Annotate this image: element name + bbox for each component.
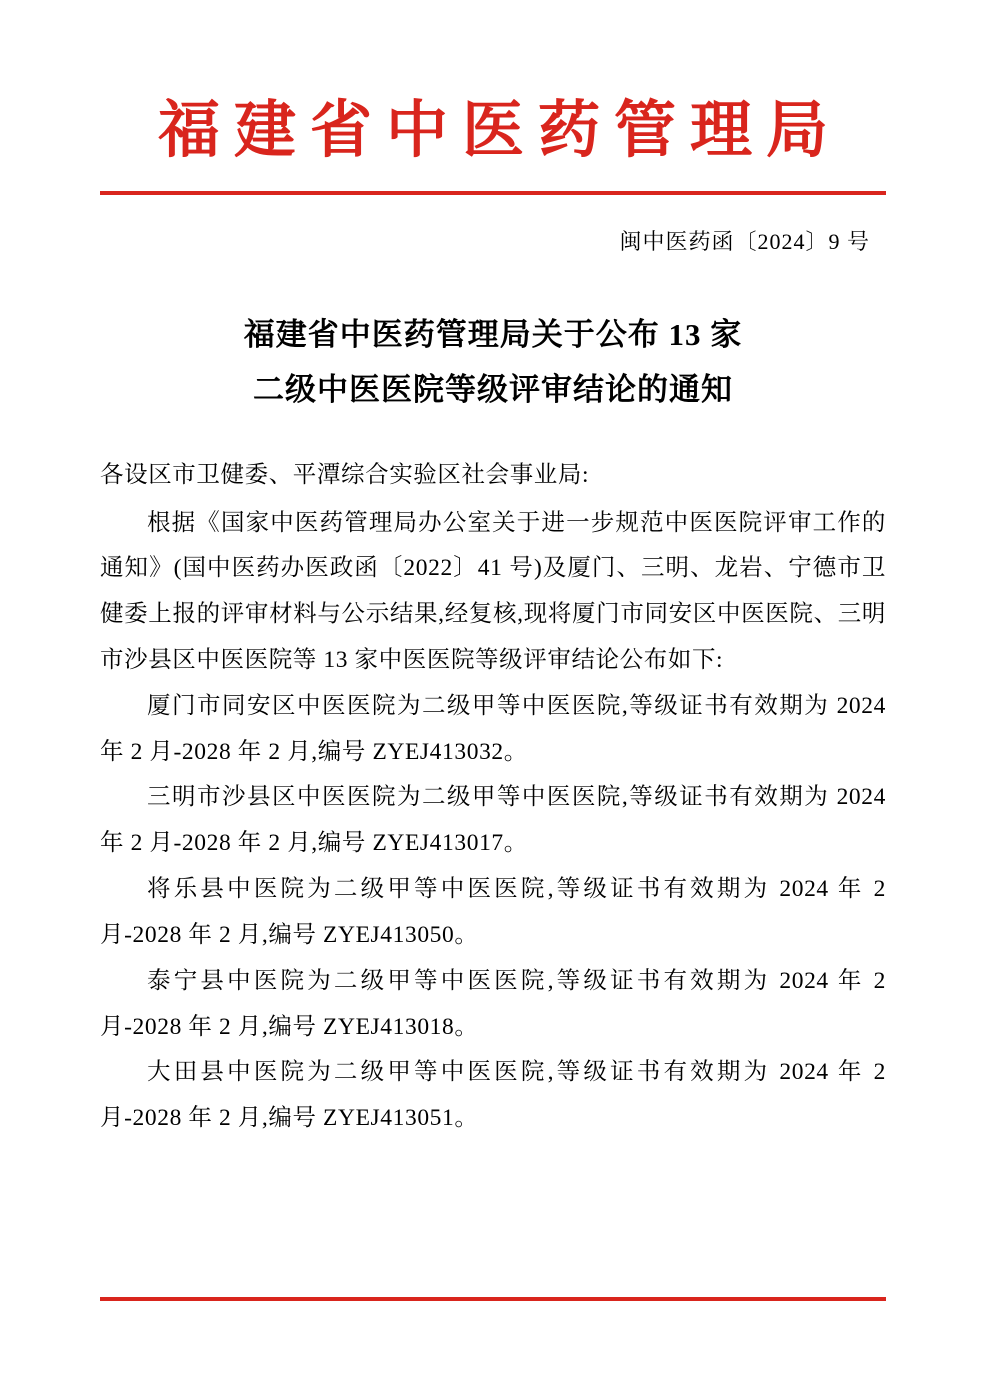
body-paragraph: 三明市沙县区中医医院为二级甲等中医医院,等级证书有效期为 2024 年 2 月-2028 年 2 月,编号 ZYEJ413017。 xyxy=(100,784,886,857)
masthead-divider-rule xyxy=(100,191,886,195)
page-title-line-1: 福建省中医药管理局关于公布 13 家 xyxy=(243,317,743,353)
body-paragraph: 大田县中医院为二级甲等中医医院,等级证书有效期为 2024 年 2 月-2028 年 2 月,编号 ZYEJ413051。 xyxy=(100,1059,886,1132)
issuing-organization-title: 福建省中医药管理局 xyxy=(157,97,842,165)
document-number: 闽中医药函〔2024〕9 号 xyxy=(619,229,870,255)
page-title xyxy=(100,308,886,417)
document-body xyxy=(100,453,886,1142)
footer-divider-rule xyxy=(100,1297,886,1301)
body-paragraph: 将乐县中医院为二级甲等中医医院,等级证书有效期为 2024 年 2 月-2028 年 2 月,编号 ZYEJ413050。 xyxy=(100,876,886,948)
salutation: 各设区市卫健委、平潭综合实验区社会事业局: xyxy=(100,461,590,488)
body-paragraph: 泰宁县中医院为二级甲等中医医院,等级证书有效期为 2024 年 2 月-2028 年 2 月,编号 ZYEJ413018。 xyxy=(100,967,886,1040)
body-paragraph: 根据《国家中医药管理局办公室关于进一步规范中医医院评审工作的通知》(国中医药办医政函〔2022〕41 号)及厦门、三明、龙岩、宁德市卫健委上报的评审材料与公示结果,经复核,现将厦门市同安区中医医院、三明市沙县区中医医院等 13 家中医医院等级评审结论公布如下: xyxy=(100,509,886,674)
document-masthead xyxy=(100,0,886,167)
page-title-line-2: 二级中医医院等级评审结论的通知 xyxy=(253,371,733,407)
body-paragraph: 厦门市同安区中医医院为二级甲等中医医院,等级证书有效期为 2024 年 2 月-2028 年 2 月,编号 ZYEJ413032。 xyxy=(100,692,886,765)
